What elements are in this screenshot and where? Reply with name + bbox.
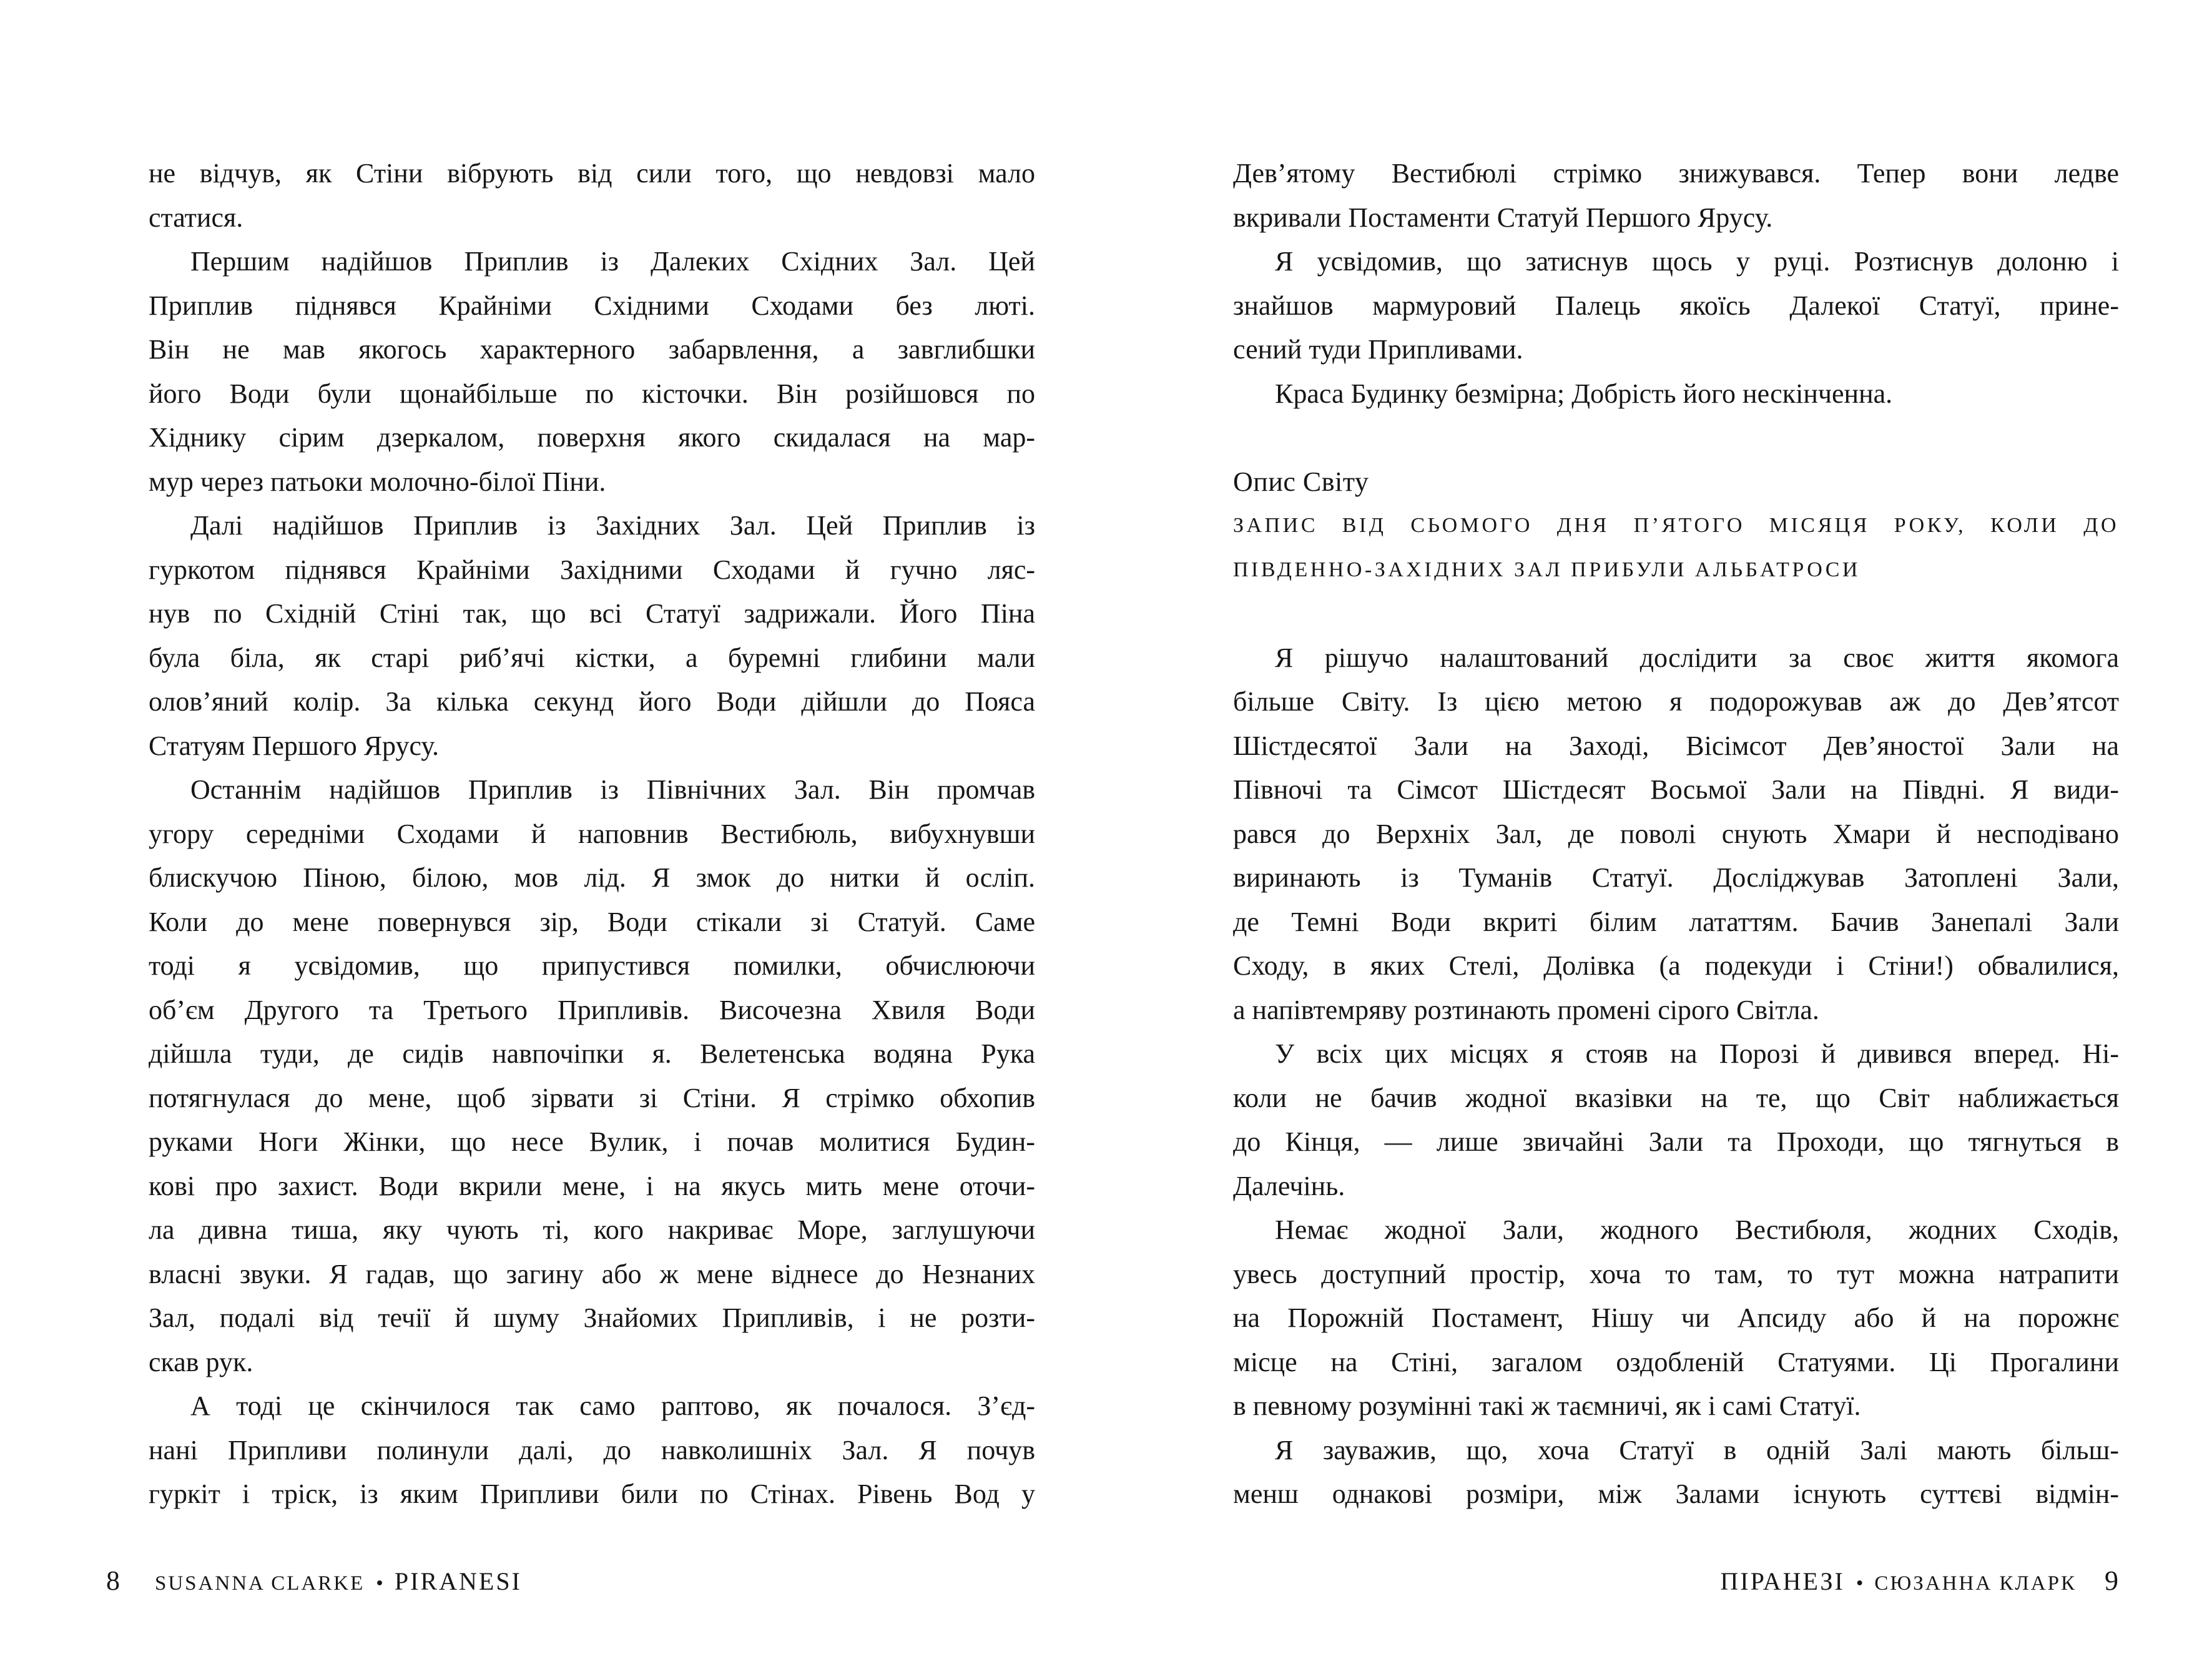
body-text-line: в певному розумінні такі ж таємничі, як і самі Статуї. <box>1233 1391 1861 1421</box>
body-text-line: Я зауважив, що, хоча Статуї в одній Залі мають більш- <box>1275 1434 2119 1465</box>
body-text-line: вкривали Постаменти Статуй Першого Ярусу. <box>1233 202 1773 233</box>
body-text-line: де Темні Води вкриті білим лататтям. Бачив Занепалі Зали <box>1233 906 2119 937</box>
body-text-line: нані Припливи полинули далі, до навколишніх Зал. Я почув <box>149 1434 1035 1465</box>
left-running-footer <box>106 1565 522 1597</box>
caps-text-line: ЗАПИС ВІД СЬОМОГО ДНЯ П’ЯТОГО МІСЯЦЯ РОКУ, КОЛИ ДО <box>1233 514 2119 537</box>
body-text-line: Він не мав якогось характерного забарвлення, а завглибшки <box>149 334 1035 365</box>
body-text-line: Півночі та Сімсот Шістдесят Восьмої Зали на Півдні. Я види- <box>1233 774 2119 805</box>
body-text-line: на Порожній Постамент, Нішу чи Апсиду або й на порожнє <box>1233 1302 2119 1333</box>
body-text-line: місце на Стіні, загалом оздобленій Статуями. Ці Прогалини <box>1233 1346 2119 1377</box>
body-text-line: Далі надійшов Приплив із Західних Зал. Цей Приплив із <box>190 510 1035 541</box>
body-text-line: Я усвідомив, що затиснув щось у руці. Розтиснув долоню і <box>1275 246 2119 277</box>
body-text-line: Дев’ятому Вестибюлі стрімко знижувався. Тепер вони ледве <box>1233 158 2119 189</box>
body-text-line: потягнулася до мене, щоб зірвати зі Стіни. Я стрімко обхопив <box>149 1082 1035 1113</box>
body-text-line: Статуям Першого Ярусу. <box>149 730 440 761</box>
footer-book-title: PIRANESI <box>394 1567 522 1595</box>
body-text-line: статися. <box>149 202 243 233</box>
body-text-line: Коли до мене повернувся зір, Води стікали зі Статуй. Саме <box>149 906 1035 937</box>
body-text-line: виринають із Туманів Статуї. Досліджував Затоплені Зали, <box>1233 862 2119 893</box>
body-text-line: знайшов мармуровий Палець якоїсь Далекої Статуї, прине- <box>1233 290 2119 321</box>
body-text-line: Зал, подалі від течії й шуму Знайомих Припливів, і не розти- <box>149 1302 1035 1333</box>
body-text-line: олов’яний колір. За кілька секунд його Води дійшли до Пояса <box>149 686 1035 717</box>
body-text-line: Немає жодної Зали, жодного Вестибюля, жодних Сходів, <box>1275 1214 2119 1245</box>
body-text-line: ла дивна тиша, яку чують ті, кого накриває Море, заглушуючи <box>149 1214 1035 1245</box>
body-text-line: блискучою Піною, білою, мов лід. Я змок до нитки й осліп. <box>149 862 1035 893</box>
body-text-line: Шістдесятої Зали на Заході, Вісімсот Дев’яностої Зали на <box>1233 730 2119 761</box>
body-text-line: тоді я усвідомив, що припустився помилки, обчислюючи <box>149 950 1035 981</box>
body-text-line: нув по Східній Стіні так, що всі Статуї задрижали. Його Піна <box>149 598 1035 629</box>
footer-author-name: SUSANNA CLARKE <box>155 1572 365 1595</box>
body-text-line: Приплив піднявся Крайніми Східними Сходами без люті. <box>149 290 1035 321</box>
body-text-line: сений туди Припливами. <box>1233 334 1523 365</box>
body-text-line: скав рук. <box>149 1346 253 1377</box>
body-text-line: У всіх цих місцях я стояв на Порозі й дивився вперед. Ні- <box>1275 1038 2119 1069</box>
body-text-line: Сходу, в яких Стелі, Долівка (а подекуди і Стіни!) обвалилися, <box>1233 950 2119 981</box>
body-text-line: менш однакові розміри, між Залами існують суттєві відмін- <box>1233 1479 2119 1509</box>
body-text-line: Хіднику сірим дзеркалом, поверхня якого скидалася на мар- <box>149 422 1035 453</box>
body-text-line: коли не бачив жодної вказівки на те, що Світ наближається <box>1233 1082 2119 1113</box>
right-page-text-block <box>1233 152 2119 1517</box>
body-text-line: А тоді це скінчилося так само раптово, як почалося. З’єд- <box>190 1391 1035 1421</box>
heading-text-line: Опис Світу <box>1233 466 1369 497</box>
body-text-line: мур через патьоки молочно-білої Піни. <box>149 466 606 497</box>
left-page-text-block <box>149 152 1035 1517</box>
right-running-footer <box>1233 1565 2119 1597</box>
caps-text-line: ПІВДЕННО-ЗАХІДНИХ ЗАЛ ПРИБУЛИ АЛЬБАТРОСИ <box>1233 558 1861 581</box>
footer-bullet-separator: • <box>1856 1572 1864 1595</box>
right-page-number: 9 <box>2105 1565 2119 1596</box>
body-text-line: кові про захист. Води вкрили мене, і на якусь мить мене оточи- <box>149 1170 1035 1201</box>
body-text-line: Останнім надійшов Приплив із Північних Зал. Він промчав <box>190 774 1035 805</box>
body-text-line: більше Світу. Із цією метою я подорожував аж до Дев’ятсот <box>1233 686 2119 717</box>
body-text-line: не відчув, як Стіни вібрують від сили того, що невдовзі мало <box>149 158 1035 189</box>
body-text-line: рався до Верхніх Зал, де поволі снують Хмари й несподівано <box>1233 818 2119 849</box>
body-text-line: а напівтемряву розтинають промені сірого Світла. <box>1233 994 1819 1025</box>
body-text-line: його Води були щонайбільше по кісточки. Він розійшовся по <box>149 378 1035 409</box>
body-text-line: власні звуки. Я гадав, що загину або ж мене віднесе до Незнаних <box>149 1258 1035 1289</box>
body-text-line: увесь доступний простір, хоча то там, то тут можна натрапити <box>1233 1258 2119 1289</box>
body-text-line: гуркіт і тріск, із яким Припливи били по Стінах. Рівень Вод у <box>149 1479 1035 1509</box>
footer-bullet-separator: • <box>376 1572 383 1595</box>
body-text-line: Першим надійшов Приплив із Далеких Східних Зал. Цей <box>190 246 1035 277</box>
footer-book-title: ПІРАНЕЗІ <box>1720 1567 1845 1595</box>
body-text-line: Краса Будинку безмірна; Добрість його нескінченна. <box>1275 378 1893 409</box>
footer-author-name: СЮЗАННА КЛАРК <box>1874 1572 2077 1595</box>
body-text-line: Далечінь. <box>1233 1170 1345 1201</box>
left-page-number: 8 <box>106 1565 120 1596</box>
body-text-line: Я рішучо налаштований дослідити за своє життя якомога <box>1275 642 2119 673</box>
body-text-line: об’єм Другого та Третього Припливів. Височезна Хвиля Води <box>149 994 1035 1025</box>
body-text-line: до Кінця, — лише звичайні Зали та Проходи, що тягнуться в <box>1233 1126 2119 1157</box>
body-text-line: дійшла туди, де сидів навпочіпки я. Велетенська водяна Рука <box>149 1038 1035 1069</box>
body-text-line: гуркотом піднявся Крайніми Західними Сходами й гучно ляс- <box>149 554 1035 585</box>
body-text-line: руками Ноги Жінки, що несе Вулик, і почав молитися Будин- <box>149 1126 1035 1157</box>
body-text-line: угору середніми Сходами й наповнив Вестибюль, вибухнувши <box>149 818 1035 849</box>
body-text-line: була біла, як старі риб’ячі кістки, а буремні глибини мали <box>149 642 1035 673</box>
